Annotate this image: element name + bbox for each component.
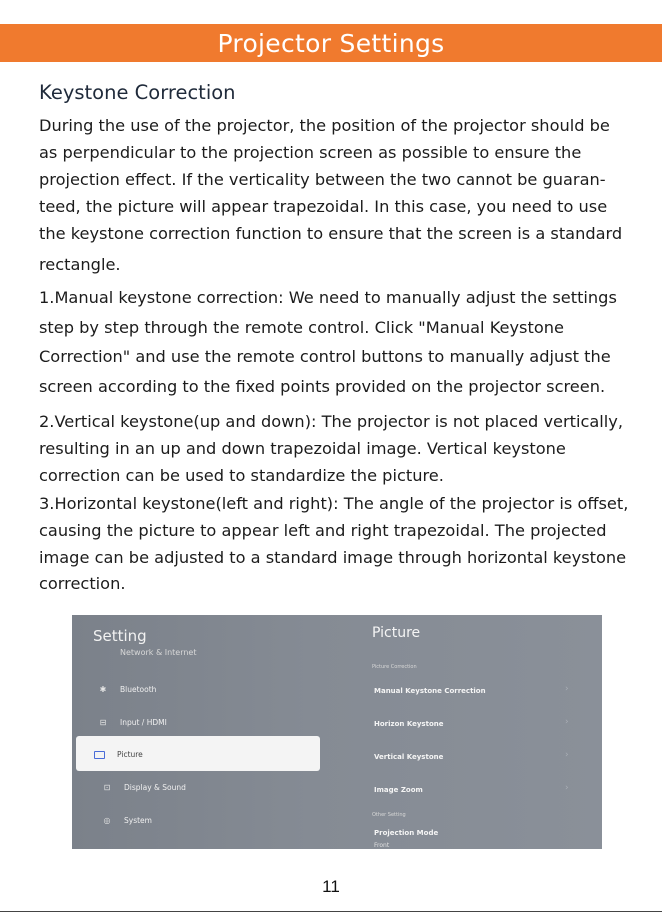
text-line: 3.Horizontal keystone(left and right): The angle of the projector is offset, — [39, 494, 629, 513]
bluetooth-icon: ✱ — [99, 684, 107, 694]
page-title: Projector Settings — [217, 28, 445, 58]
intro-paragraph — [39, 112, 639, 278]
other-setting-caption: Other Setting — [372, 812, 406, 818]
manual-keystone-paragraph — [39, 283, 639, 402]
chevron-right-icon: › — [565, 717, 569, 727]
text-line: projection effect. If the verticality between the two cannot be guaran- — [39, 170, 606, 189]
menu-item-label: Network & Internet — [120, 648, 197, 657]
option-image-zoom[interactable]: Image Zoom — [374, 786, 423, 794]
text-line: screen according to the fixed points provided on the projector screen. — [39, 377, 606, 397]
horizontal-keystone-paragraph — [39, 490, 639, 597]
footer-rule — [0, 911, 662, 912]
text-line: correction can be used to standardize the picture. — [39, 465, 444, 485]
display-icon: ⊡ — [103, 782, 111, 792]
header-banner — [0, 24, 662, 62]
menu-item-system[interactable] — [102, 816, 152, 825]
text-line: causing the picture to appear left and right trapezoidal. The projected — [39, 520, 607, 540]
text-line: the keystone correction function to ensure that the screen is a standard — [39, 224, 623, 243]
section-heading: Keystone Correction — [39, 81, 236, 104]
text-line: correction. — [39, 574, 126, 594]
text-line: 1.Manual keystone correction: We need to manually adjust the settings — [39, 288, 617, 307]
vertical-keystone-paragraph — [39, 408, 639, 488]
text-line: rectangle. — [39, 255, 121, 274]
text-line: as perpendicular to the projection screen as possible to ensure the — [39, 143, 582, 162]
menu-item-label: System — [124, 816, 152, 825]
option-value-partial: Front — [374, 842, 390, 849]
option-manual-keystone[interactable]: Manual Keystone Correction — [374, 687, 486, 695]
menu-item-label: Display & Sound — [124, 783, 186, 792]
menu-item-label: Picture — [117, 750, 143, 759]
chevron-right-icon: › — [565, 750, 569, 760]
text-line: teed, the picture will appear trapezoidal. In this case, you need to use — [39, 197, 608, 216]
text-line: During the use of the projector, the position of the projector should be — [39, 116, 610, 135]
menu-item-display-sound[interactable] — [102, 783, 186, 792]
settings-screenshot — [72, 615, 602, 849]
picture-panel-title: Picture — [372, 625, 421, 641]
text-line: 2.Vertical keystone(up and down): The projector is not placed vertically, — [39, 412, 624, 431]
system-icon: ◎ — [103, 815, 111, 825]
menu-item-label: Bluetooth — [120, 685, 157, 694]
menu-item-partial — [120, 648, 197, 659]
chevron-right-icon: › — [565, 783, 569, 793]
option-projection-mode[interactable]: Projection Mode — [374, 829, 439, 837]
menu-item-picture-selected[interactable] — [76, 736, 320, 771]
option-horizon-keystone[interactable]: Horizon Keystone — [374, 720, 444, 728]
page-number: 11 — [322, 877, 340, 896]
menu-item-label: Input / HDMI — [120, 718, 167, 727]
menu-item-input[interactable] — [98, 718, 167, 727]
text-line: step by step through the remote control. Click "Manual Keystone — [39, 317, 564, 337]
chevron-right-icon: › — [565, 684, 569, 694]
settings-title: Setting — [93, 627, 147, 645]
menu-item-bluetooth[interactable] — [98, 685, 156, 694]
text-line: resulting in an up and down trapezoidal image. Vertical keystone — [39, 438, 566, 458]
text-line: Correction" and use the remote control buttons to manually adjust the — [39, 347, 611, 367]
picture-icon — [94, 751, 105, 759]
text-line: image can be adjusted to a standard image through horizontal keystone — [39, 547, 627, 567]
option-vertical-keystone[interactable]: Vertical Keystone — [374, 753, 444, 761]
picture-correction-caption: Picture Correction — [372, 664, 417, 670]
input-icon: ⊟ — [99, 717, 107, 727]
